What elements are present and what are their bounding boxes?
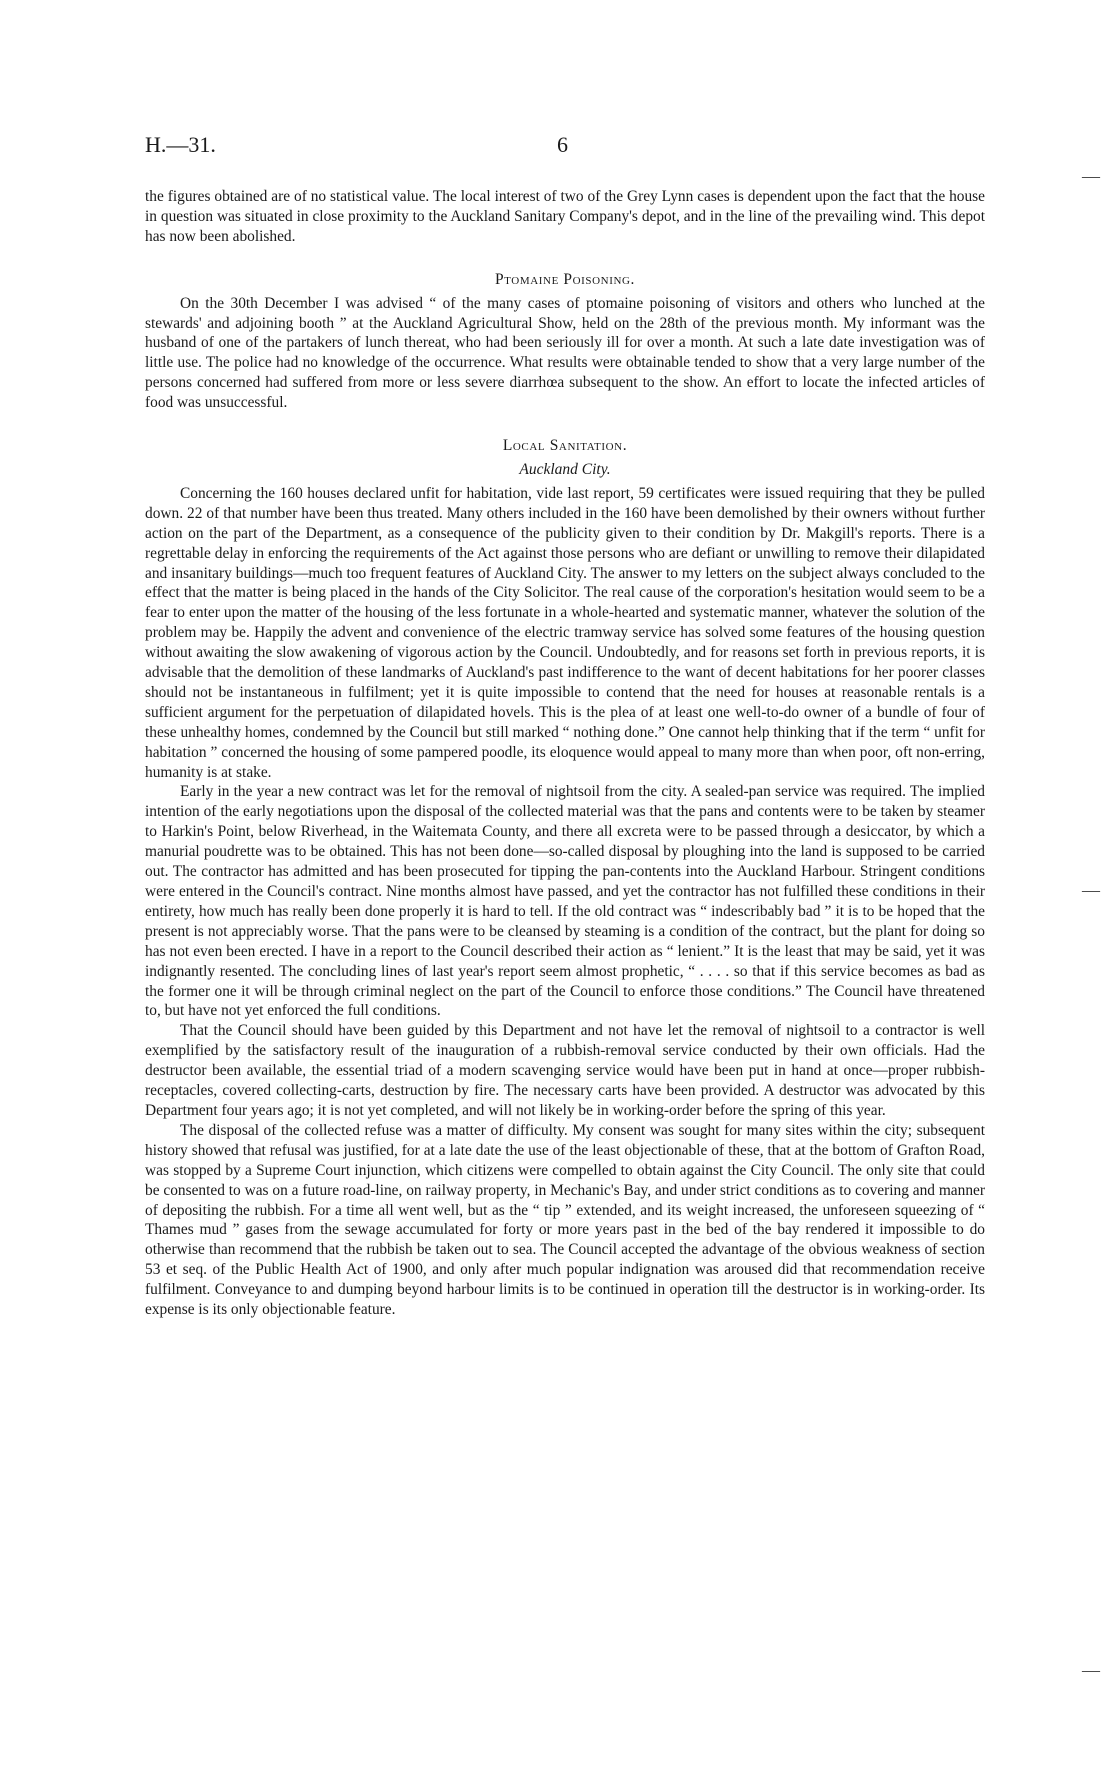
page-number: 6 xyxy=(557,132,568,157)
paragraph: Early in the year a new contract was let for the removal of nightsoil from the city. A sealed-pan service was required. The implied intention of the early negotiations upon the disposal of the collected material was that the pans and contents were to be taken by steamer to Harkin's Point, below Riverhead, in the Waitemata County, and there all excreta were to be passed through a desiccator, by which a manurial poudrette was to be obtained. This has not been done—so-called disposal by ploughing into the land is supposed to be carried out. The contractor has admitted and has been prosecuted for tipping the pan-contents into the Auckland Harbour. Stringent conditions were entered in the Council's contract. Nine months almost have passed, and yet the contractor has not fulfilled these conditions in their entirety, how much has really been done properly it is hard to tell. If the old contract was “ indescribably bad ” it is to be hoped that the present is not appreciably worse. That the pans were to be cleansed by steaming is a condition of the contract, but the plant for doing so has not even been erected. I have in a report to the Council described their action as “ lenient.” It is the least that may be said, yet it was indignantly resented. The concluding lines of last year's report seem almost prophetic, “ . . . . so that if this service becomes as bad as the former one it will be through criminal neglect on the part of the Council to enforce those conditions.” The Council have threatened to, but have not yet enforced the full conditions. xyxy=(145,783,985,1020)
paragraph: That the Council should have been guided by this Department and not have let the removal of nightsoil to a contractor is well exemplified by the satisfactory result of the inauguration of a rubbish-removal service conducted by their own officials. Had the destructor been available, the essential triad of a modern scavenging service would have been put in hand at once—proper rubbish-receptacles, covered collecting-carts, destruction by fire. The necessary carts have been provided. A destructor was advocated by this Department four years ago; it is not yet completed, and will not likely be in working-order before the spring of this year. xyxy=(145,1022,985,1119)
paragraph: On the 30th December I was advised “ of the many cases of ptomaine poisoning of visitors and others who lunched at the stewards' and adjoining booth ” at the Auckland Agricultural Show, held on the 28th of the previous month. My informant was the husband of one of the partakers of lunch thereat, who had been seriously ill for over a month. At such a late date investigation was of little use. The police had no knowledge of the occurrence. What results were obtainable tended to show that a very large number of the persons concerned had suffered from more or less severe diarrhœa subsequent to the show. An effort to locate the infected articles of food was unsuccessful. xyxy=(145,294,985,412)
intro-paragraph: the figures obtained are of no statistical value. The local interest of two of the Grey Lynn cases is dependent upon the fact that the house in question was situated in close proximity to the Auckland Sanitary Company's depot, and in the line of the prevailing wind. This depot has now been abolished. xyxy=(145,188,985,245)
margin-mark: — xyxy=(1082,880,1100,900)
subheading-auckland-city: Auckland City. xyxy=(519,460,611,478)
body-text xyxy=(145,187,985,1320)
margin-mark: — xyxy=(1082,166,1100,186)
document-reference: H.—31. xyxy=(145,132,216,157)
section-heading-local-sanitation: Local Sanitation. xyxy=(502,437,628,455)
paragraph: Concerning the 160 houses declared unfit for habitation, vide last report, 59 certificates were issued requiring that they be pulled down. 22 of that number have been thus treated. Many others included in the 160 have been demolished by their owners without further action on the part of the Department, as a consequence of the publicity given to their condition by Dr. Makgill's reports. There is a regrettable delay in enforcing the requirements of the Act against those persons who are defiant or unwilling to remove their dilapidated and insanitary buildings—much too frequent features of Auckland City. The answer to my letters on the subject always concluded to the effect that the matter is being placed in the hands of the City Solicitor. The real cause of the corporation's hesitation would seem to be a fear to enter upon the matter of the housing of the less fortunate in a whole-hearted and systematic manner, whatever the solution of the problem may be. Happily the advent and convenience of the electric tramway service has solved some features of the housing question without awaiting the slow awakening of vigorous action by the Council. Undoubtedly, and for reasons set forth in previous reports, it is advisable that the demolition of these landmarks of Auckland's past indifference to the want of decent habitations for her poorer classes should not be instantaneous in fulfilment; yet it is quite impossible to contend that the need for houses at reasonable rentals is a sufficient argument for the perpetuation of dilapidated hovels. This is the plea of at least one well-to-do owner of a bundle of four of these unhealthy homes, condemned by the Council but still marked “ nothing done.” One cannot help thinking that if the term “ unfit for habitation ” concerned the housing of some pampered poodle, its eloquence would appeal to many more than when poor, oft non-erring, humanity is at stake. xyxy=(145,484,985,781)
paragraph: The disposal of the collected refuse was a matter of difficulty. My consent was sought for many sites within the city; subsequent history showed that refusal was justified, for at a late date the use of the least objectionable of these, that at the bottom of Grafton Road, was stopped by a Supreme Court injunction, which citizens were compelled to obtain against the City Council. The only site that could be consented to was on a future road-line, on railway property, in Mechanic's Bay, and under strict conditions as to covering and manner of depositing the rubbish. For a time all went well, but as the “ tip ” extended, and its weight increased, the unforeseen squeezing of “ Thames mud ” gases from the sewage accumulated for forty or more years past in the bed of the bay rendered it impossible to do otherwise than recommend that the rubbish be taken out to sea. The Council accepted the advantage of the obvious weakness of section 53 et seq. of the Public Health Act of 1900, and only after much popular indignation was aroused did that recommendation receive fulfilment. Conveyance to and dumping beyond harbour limits is to be continued in operation till the destructor is in working-order. Its expense is its only objectionable feature. xyxy=(145,1121,985,1319)
page-header xyxy=(145,132,985,162)
section-heading-ptomaine: Ptomaine Poisoning. xyxy=(494,270,636,288)
margin-mark: — xyxy=(1082,1660,1100,1680)
